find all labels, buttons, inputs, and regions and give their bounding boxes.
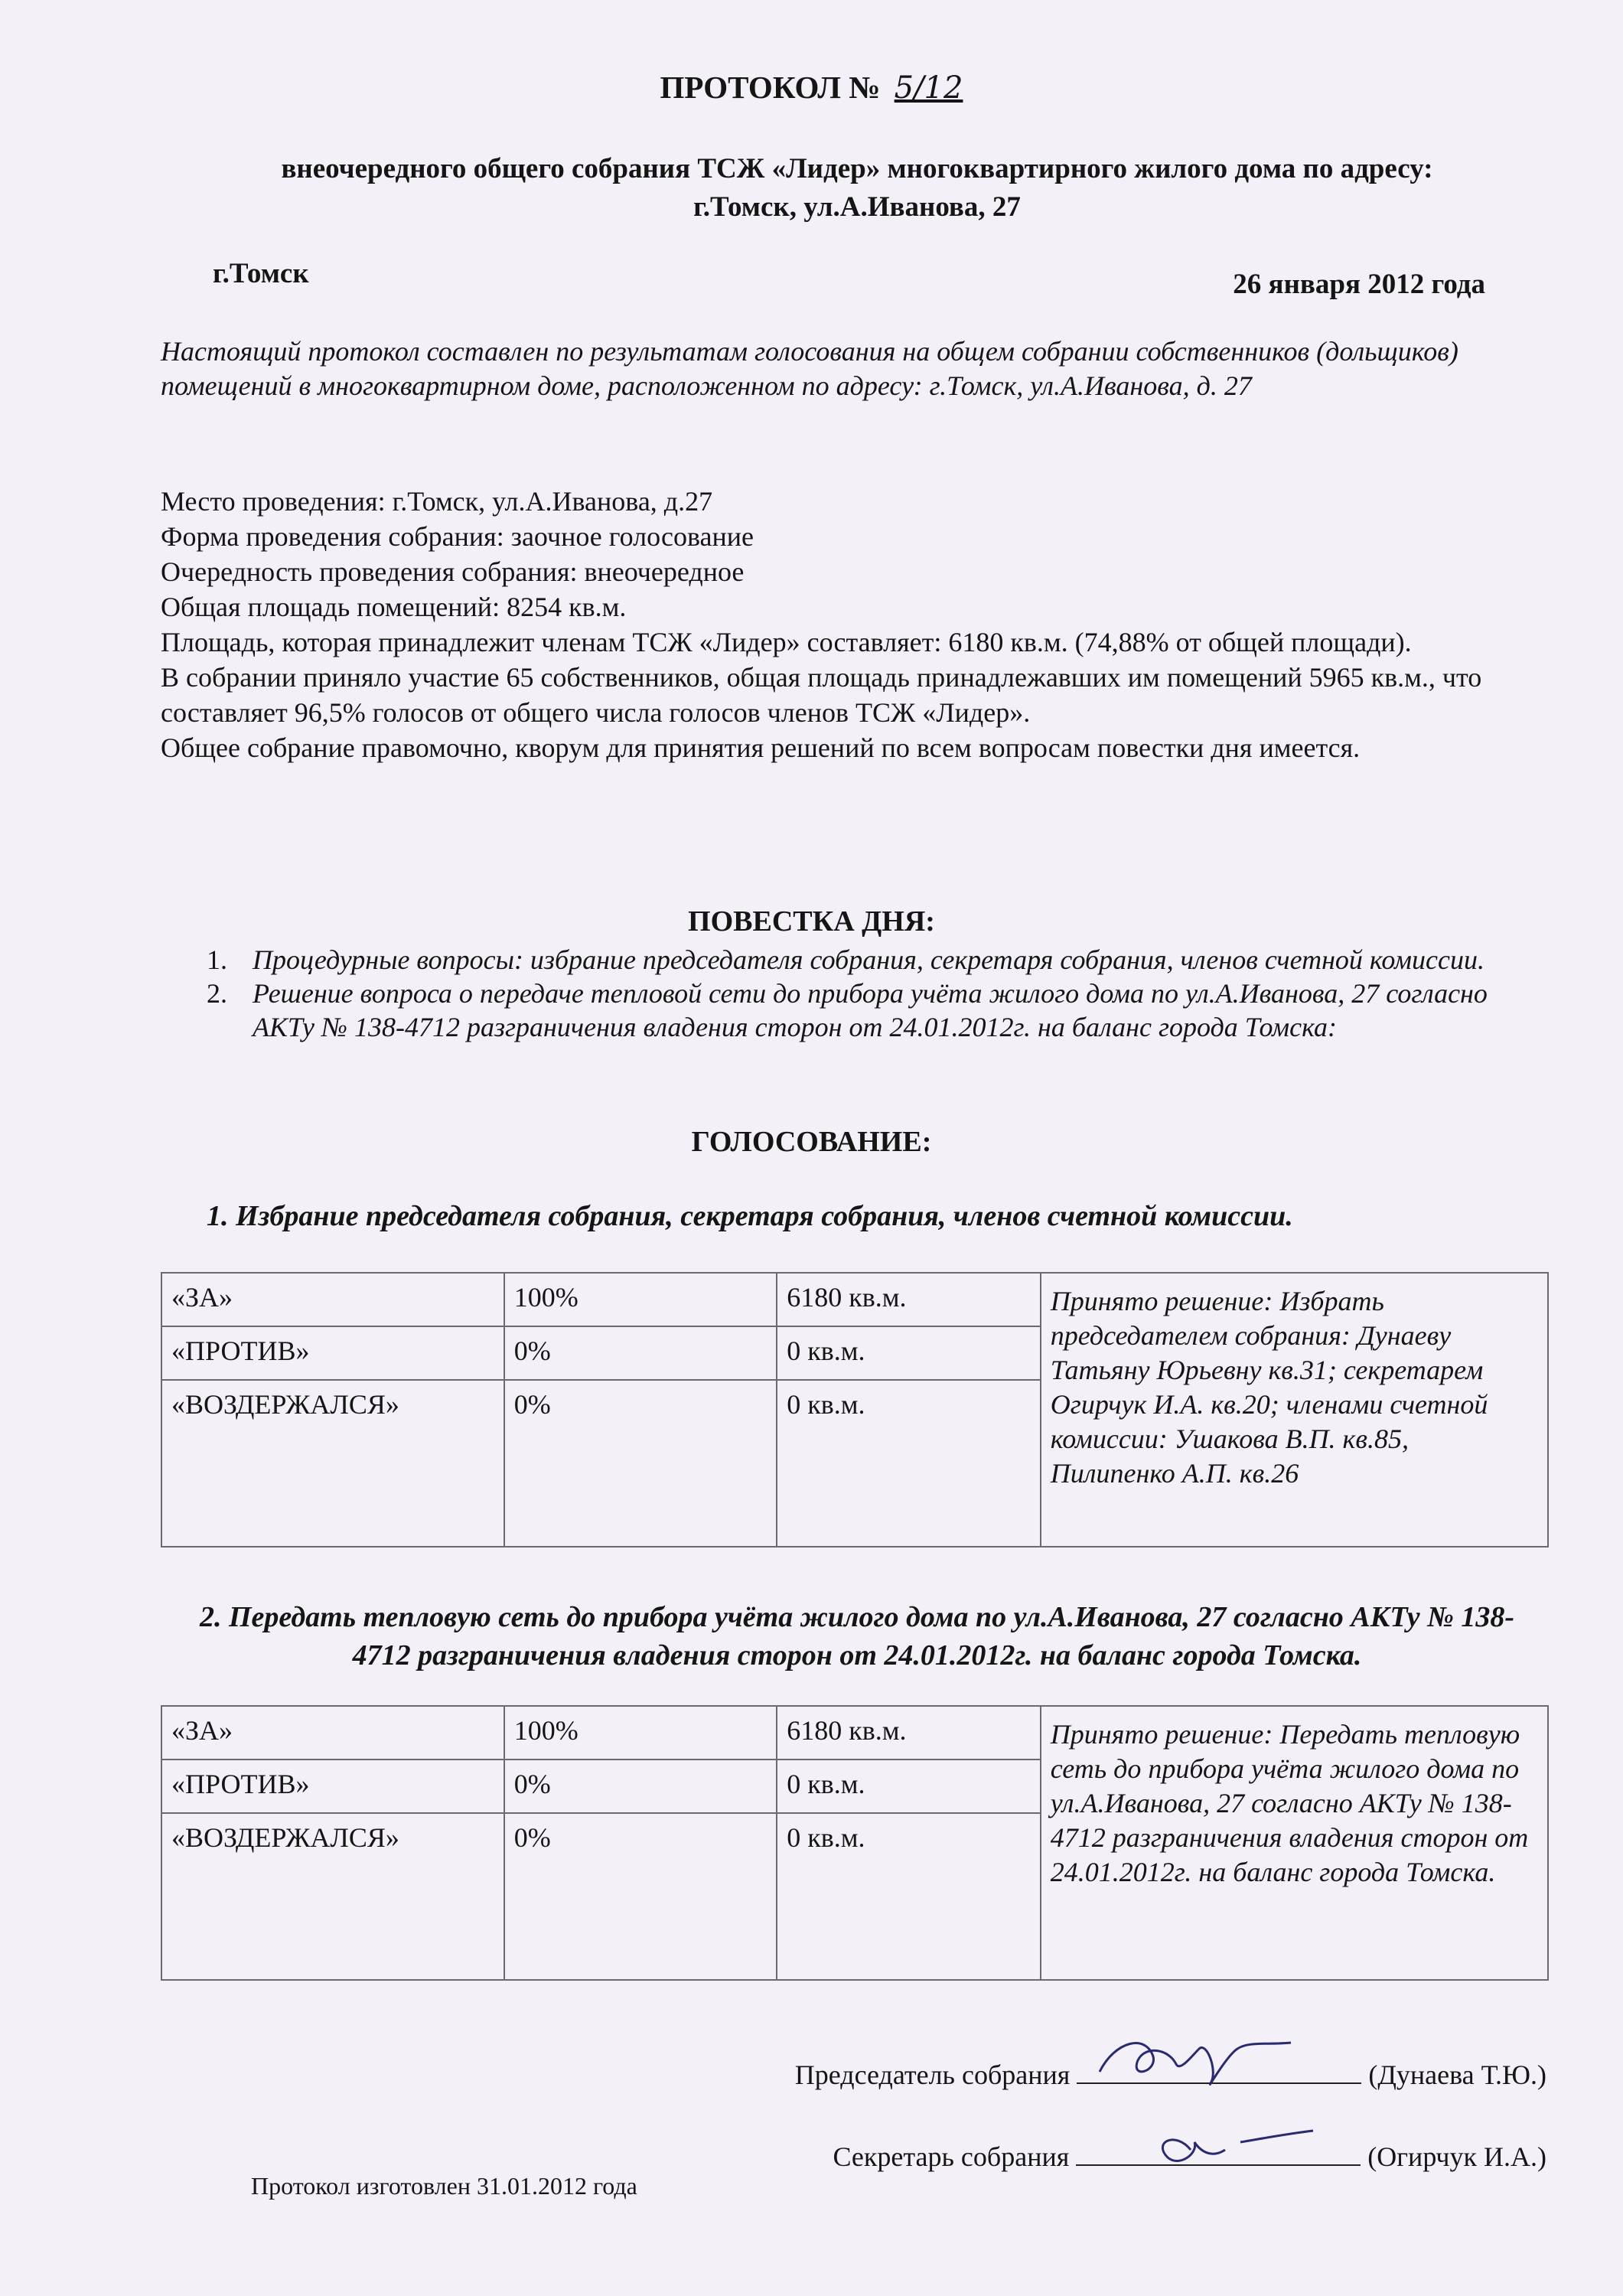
vote-percent: 100% xyxy=(504,1706,777,1760)
title-text: ПРОТОКОЛ № xyxy=(660,70,881,105)
fact-member-area: Площадь, которая принадлежит членам ТСЖ «Лидер» составляет: 6180 кв.м. (74,88% от общей площади). xyxy=(161,627,1412,657)
secretary-signature-icon xyxy=(1084,2108,1328,2177)
vote-table-1 xyxy=(161,1272,1549,1548)
vote-option: «ПРОТИВ» xyxy=(161,1760,504,1813)
agenda-item-text: Процедурные вопросы: избрание председателя собрания, секретаря собрания, членов счетной комиссии. xyxy=(253,944,1484,975)
chair-signature xyxy=(1077,2060,1361,2084)
fact-location: Место проведения: г.Томск, ул.А.Иванова, д.27 xyxy=(161,486,713,517)
vote-option: «ПРОТИВ» xyxy=(161,1326,504,1380)
vote-percent: 0% xyxy=(504,1326,777,1380)
chair-signature-line xyxy=(795,2059,1546,2091)
agenda-list xyxy=(207,943,1553,1044)
fact-quorum: Общее собрание правомочно, кворум для принятия решений по всем вопросам повестки дня имеется. xyxy=(161,732,1361,763)
secretary-label: Секретарь собрания xyxy=(833,2141,1070,2172)
chair-signature-icon xyxy=(1084,2026,1314,2095)
vote-area: 0 кв.м. xyxy=(777,1760,1041,1813)
facts-block xyxy=(161,484,1538,765)
made-date: Протокол изготовлен 31.01.2012 года xyxy=(251,2172,637,2200)
question-2-title: 2. Передать тепловую сеть до прибора учёта жилого дома по ул.А.Иванова, 27 согласно АКТу № 138-4712 разграничения владения сторон от 24.01.2012г. на баланс города Томска. xyxy=(199,1601,1515,1671)
agenda-heading: ПОВЕСТКА ДНЯ: xyxy=(688,905,935,938)
vote-table-2 xyxy=(161,1705,1549,1981)
agenda-item-number: 1. xyxy=(207,944,227,975)
table-row xyxy=(161,1706,1548,1760)
vote-area: 6180 кв.м. xyxy=(777,1706,1041,1760)
vote-percent: 0% xyxy=(504,1380,777,1547)
date: 26 января 2012 года xyxy=(1233,269,1485,300)
fact-total-area: Общая площадь помещений: 8254 кв.м. xyxy=(161,592,627,622)
agenda-item xyxy=(207,977,1553,1044)
vote-area: 0 кв.м. xyxy=(777,1380,1041,1547)
secretary-name: (Огирчук И.А.) xyxy=(1367,2141,1546,2172)
vote-percent: 0% xyxy=(504,1760,777,1813)
agenda-item xyxy=(207,943,1553,977)
question-1-title: 1. Избрание председателя собрания, секретаря собрания, членов счетной комиссии. xyxy=(207,1200,1293,1232)
fact-participation: В собрании приняло участие 65 собственников, общая площадь принадлежавших им помещений 5965 кв.м., что составляет 96,5% голосов от общего числа голосов членов ТСЖ «Лидер». xyxy=(161,662,1482,728)
subtitle xyxy=(176,150,1538,227)
vote-area: 0 кв.м. xyxy=(777,1813,1041,1980)
vote-decision: Принято решение: Избрать председателем собрания: Дунаеву Татьяну Юрьевну кв.31; секретарем Огирчук И.А. кв.20; членами счетной комиссии: Ушакова В.П. кв.85, Пилипенко А.П. кв.26 xyxy=(1041,1273,1548,1547)
vote-option: «ВОЗДЕРЖАЛСЯ» xyxy=(161,1813,504,1980)
vote-area: 6180 кв.м. xyxy=(777,1273,1041,1326)
table-row xyxy=(161,1273,1548,1326)
fact-form: Форма проведения собрания: заочное голосование xyxy=(161,521,754,552)
page-title xyxy=(0,69,1623,106)
agenda-item-number: 2. xyxy=(207,978,227,1009)
vote-area: 0 кв.м. xyxy=(777,1326,1041,1380)
city: г.Томск xyxy=(213,258,309,289)
fact-order: Очередность проведения собрания: внеочередное xyxy=(161,556,745,587)
vote-percent: 0% xyxy=(504,1813,777,1980)
subtitle-line-2: г.Томск, ул.А.Иванова, 27 xyxy=(693,191,1021,223)
protocol-number: 5/12 xyxy=(894,70,963,106)
vote-option: «ЗА» xyxy=(161,1273,504,1326)
subtitle-line-1: внеочередного общего собрания ТСЖ «Лидер» многоквартирного жилого дома по адресу: xyxy=(281,153,1433,184)
chair-label: Председатель собрания xyxy=(794,2060,1071,2090)
vote-option: «ЗА» xyxy=(161,1706,504,1760)
chair-name: (Дунаева Т.Ю.) xyxy=(1368,2060,1546,2090)
secretary-signature xyxy=(1076,2141,1361,2166)
vote-decision: Принято решение: Передать тепловую сеть до прибора учёта жилого дома по ул.А.Иванова, 27 согласно АКТу № 138-4712 разграничения владения сторон от 24.01.2012г. на баланс города Томска. xyxy=(1041,1706,1548,1980)
vote-percent: 100% xyxy=(504,1273,777,1326)
secretary-signature-line xyxy=(833,2141,1546,2173)
agenda-item-text: Решение вопроса о передаче тепловой сети до прибора учёта жилого дома по ул.А.Иванова, 27 согласно АКТу № 138-4712 разграничения владения сторон от 24.01.2012г. на баланс города Томска: xyxy=(253,978,1488,1042)
voting-heading: ГОЛОСОВАНИЕ: xyxy=(691,1126,932,1158)
vote-option: «ВОЗДЕРЖАЛСЯ» xyxy=(161,1380,504,1547)
intro-paragraph: Настоящий протокол составлен по результатам голосования на общем собрании собственников (дольщиков) помещений в многоквартирном доме, расположенном по адресу: г.Томск, ул.А.Иванова, д. 27 xyxy=(161,336,1458,401)
